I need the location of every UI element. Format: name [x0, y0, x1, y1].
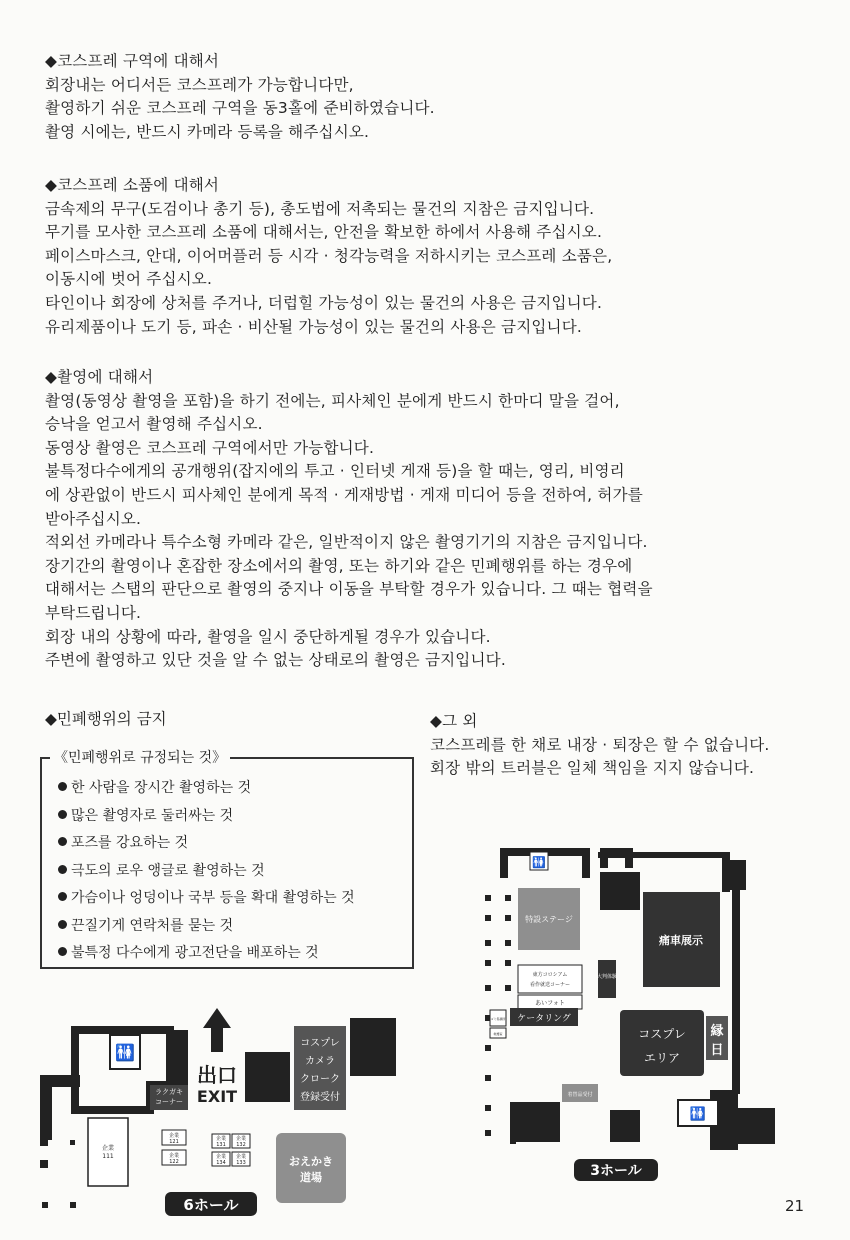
list-item-text: 한 사람을 장시간 촬영하는 것: [71, 780, 252, 796]
booth-label: 大判体験: [596, 974, 618, 980]
section-title: ◆코스프레 소품에 대해서: [45, 176, 220, 194]
bullet-icon: [58, 865, 67, 874]
stage-label: 特設ステージ: [525, 915, 573, 924]
catering-label: ケータリング: [517, 1014, 571, 1024]
cosplay-booth-label: クローク: [300, 1074, 340, 1085]
oekaki-label: おえかき: [289, 1155, 333, 1168]
ennichi-label: 日: [710, 1043, 724, 1058]
list-item: [58, 830, 355, 858]
booth-label: 救護室: [493, 1032, 503, 1036]
cosplay-area-label: エリア: [643, 1051, 681, 1065]
booth-label: 132: [236, 1142, 246, 1148]
text-line: 촬영하기 쉬운 코스프레 구역을 동3홀에 준비하였습니다.: [45, 99, 435, 118]
text-line: 적외선 카메라나 특수소형 카메라 같은, 일반적이지 않은 촬영기기의 지참은 금지입니다.: [45, 533, 648, 552]
text-line: 금속제의 무구(도검이나 총기 등), 총도법에 저촉되는 물건의 지참은 금지입니다.: [45, 199, 595, 218]
booth-label: 131: [216, 1142, 226, 1148]
booth-label: あいフォト: [535, 1000, 565, 1007]
booth-label: ゴミ集積所: [490, 1017, 506, 1021]
booth-label: 134: [216, 1160, 226, 1166]
list-item: [58, 803, 355, 831]
section-props: [45, 174, 815, 339]
section-other: [430, 710, 840, 781]
text-line: 주변에 촬영하고 있단 것을 알 수 없는 상태로의 촬영은 금지입니다.: [45, 651, 506, 670]
hall-label: 6ホール: [183, 1196, 239, 1214]
list-item-text: 포즈를 강요하는 것: [71, 835, 189, 851]
text-line: 페이스마스크, 안대, 이어머플러 등 시각 · 청각능력을 저하시키는 코스프레 소품은,: [45, 246, 613, 265]
bullet-icon: [58, 837, 67, 846]
bullet-icon: [58, 947, 67, 956]
booth-label: 122: [169, 1159, 179, 1165]
exit-label: 出口: [197, 1063, 237, 1087]
bullet-icon: [58, 920, 67, 929]
oekaki-label: 道場: [300, 1171, 322, 1184]
cosplay-booth-label: カメラ: [305, 1056, 335, 1067]
text-line: 장기간의 촬영이나 혼잡한 장소에서의 촬영, 또는 하기와 같은 민폐행위를 하는 경우에: [45, 556, 633, 575]
booth-label: 133: [236, 1160, 246, 1166]
section-nuisance-title: ◆민폐행위의 금지: [45, 710, 167, 728]
text-line: 승낙을 얻고서 촬영해 주십시오.: [45, 415, 263, 434]
booth-label: 企業: [235, 1136, 247, 1142]
booth-label: 企業: [235, 1154, 247, 1160]
text-line: 회장내는 어디서든 코스프레가 가능합니다만,: [45, 75, 354, 94]
cosplay-booth-label: コスプレ: [300, 1038, 340, 1049]
list-item: [58, 885, 355, 913]
svg-text:🚻: 🚻: [532, 856, 546, 869]
section-photography: [45, 366, 815, 673]
text-line: 부탁드립니다.: [45, 603, 142, 622]
booth-label: 企業: [101, 1145, 115, 1152]
booth-label: 企業: [168, 1133, 180, 1139]
rakugaki-label: コーナー: [155, 1098, 183, 1106]
section-cosplay-area: [45, 50, 815, 144]
text-line: 대해서는 스탭의 판단으로 촬영의 중지나 이동을 부탁할 경우가 있습니다. 그 때는 협력을: [45, 580, 653, 599]
booth-label: 企業: [215, 1136, 227, 1142]
nuisance-box: [40, 750, 414, 969]
list-item: [58, 913, 355, 941]
svg-text:🚻: 🚻: [115, 1043, 135, 1062]
text-line: 불특정다수에게의 공개행위(잡지에의 투고 · 인터넷 게재 등)을 할 때는, 영리, 비영리: [45, 462, 625, 481]
list-item-text: 가슴이나 엉덩이나 국부 등을 확대 촬영하는 것: [71, 890, 355, 906]
list-item-text: 극도의 로우 앵글로 촬영하는 것: [71, 862, 265, 879]
booth-label: 着替品受付: [567, 1092, 593, 1098]
cosplay-area-label: コスプレ: [638, 1027, 686, 1041]
list-item-text: 끈질기게 연락처를 묻는 것: [71, 917, 234, 934]
box-title: 《민폐행위로 규정되는 것》: [50, 747, 230, 767]
list-item: [58, 775, 355, 803]
booth-label: 企業: [215, 1154, 227, 1160]
exit-arrow-icon: [203, 1008, 231, 1052]
car-display-label: 痛車展示: [659, 934, 703, 947]
hall3-map: [470, 840, 790, 1185]
hall-label: 3ホール: [590, 1163, 642, 1179]
hall6-map: [0, 990, 420, 1225]
text-line: 촬영 시에는, 반드시 카메라 등록을 해주십시오.: [45, 122, 370, 141]
exit-label: EXIT: [196, 1087, 238, 1106]
list-item-text: 많은 촬영자로 둘러싸는 것: [71, 807, 234, 824]
ennichi-label: 縁: [710, 1024, 724, 1039]
svg-text:🚻: 🚻: [689, 1107, 707, 1122]
text-line: 받아주십시오.: [45, 509, 142, 528]
booth-label: 121: [169, 1139, 179, 1145]
bullet-icon: [58, 782, 67, 791]
booth-label: 東方コロシアム: [532, 972, 568, 978]
booth-label: 111: [102, 1153, 114, 1160]
bullet-icon: [58, 810, 67, 819]
text-line: 회장 밖의 트러블은 일체 책임을 지지 않습니다.: [430, 759, 755, 778]
text-line: 동영상 촬영은 코스프레 구역에서만 가능합니다.: [45, 438, 375, 457]
text-line: 에 상관없이 반드시 피사체인 분에게 목적 · 게재방법 · 게재 미디어 등을 전하여, 허가를: [45, 485, 643, 504]
nuisance-list: [58, 775, 355, 968]
list-item: [58, 858, 355, 886]
cosplay-booth-label: 登録受付: [300, 1092, 340, 1103]
booth-label: 看作就送コーナー: [529, 982, 571, 988]
page-number: 21: [785, 1197, 805, 1215]
text-line: 타인이나 회장에 상처를 주거나, 더럽힐 가능성이 있는 물건의 사용은 금지입니다.: [45, 293, 603, 312]
text-line: 촬영(동영상 촬영을 포함)을 하기 전에는, 피사체인 분에게 반드시 한마디 말을 걸어,: [45, 391, 620, 410]
text-line: 코스프레를 한 채로 내장 · 퇴장은 할 수 없습니다.: [430, 735, 770, 754]
booth-label: 企業: [168, 1153, 180, 1159]
text-line: 이동시에 벗어 주십시오.: [45, 270, 213, 289]
list-item: [58, 940, 355, 968]
section-title: ◆그 외: [430, 712, 478, 730]
text-line: 유리제품이나 도기 등, 파손 · 비산될 가능성이 있는 물건의 사용은 금지입니다.: [45, 317, 583, 336]
section-title: ◆코스프레 구역에 대해서: [45, 52, 220, 70]
list-item-text: 불특정 다수에게 광고전단을 배포하는 것: [71, 945, 319, 961]
text-line: 무기를 모사한 코스프레 소품에 대해서는, 안전을 확보한 하에서 사용해 주십시오.: [45, 223, 603, 242]
text-line: 회장 내의 상황에 따라, 촬영을 일시 중단하게될 경우가 있습니다.: [45, 627, 491, 646]
section-title: ◆촬영에 대해서: [45, 368, 154, 386]
bullet-icon: [58, 892, 67, 901]
rakugaki-label: ラクガキ: [155, 1088, 183, 1096]
